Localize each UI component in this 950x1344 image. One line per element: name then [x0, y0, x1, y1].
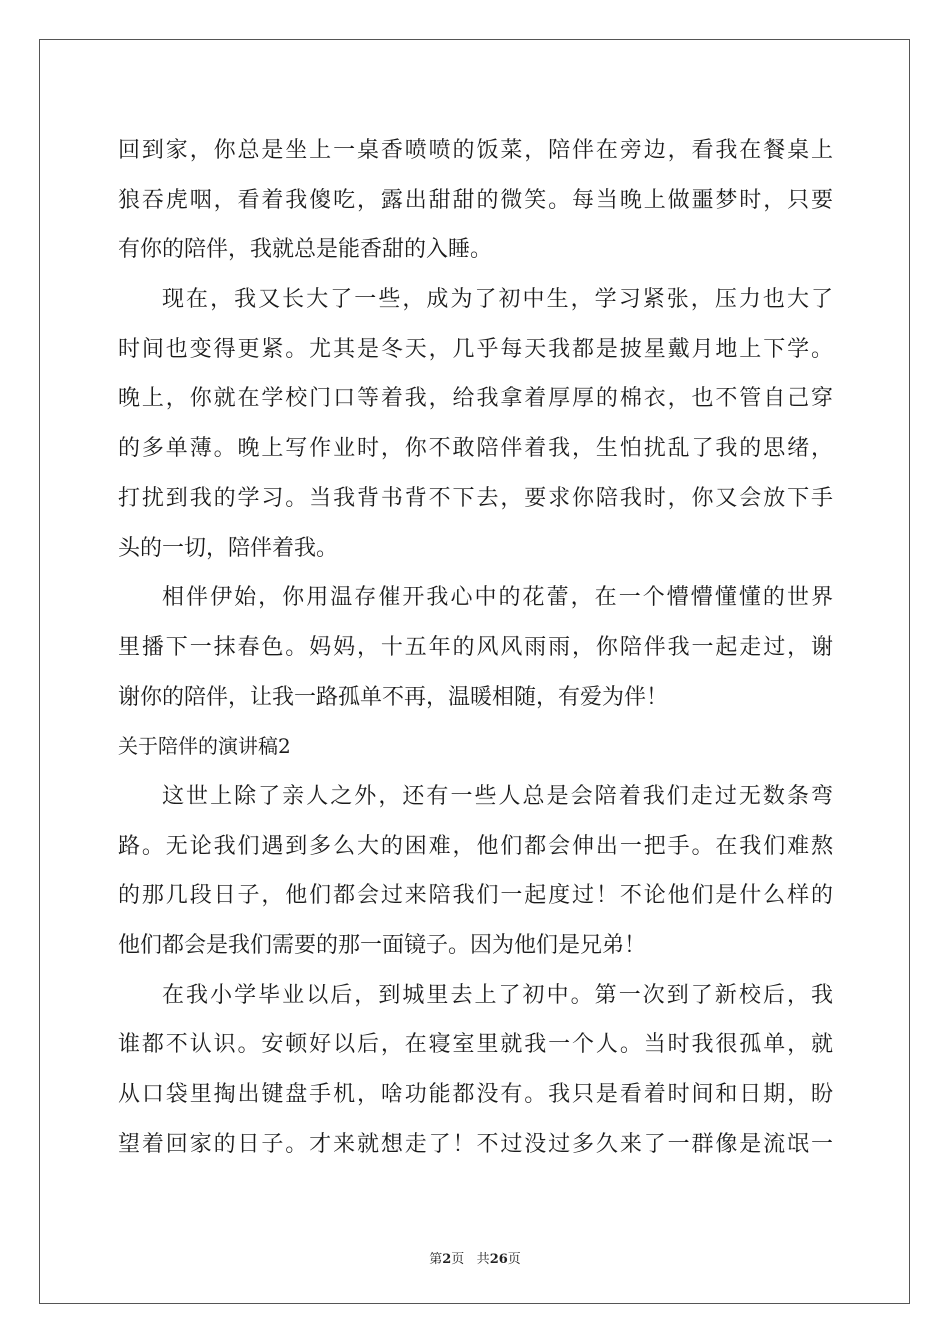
text-line: 望着回家的日子。才来就想走了！不过没过多久来了一群像是流氓一 [118, 1131, 833, 1157]
text-line: 从口袋里掏出键盘手机，啥功能都没有。我只是看着时间和日期，盼 [118, 1082, 833, 1108]
text-line: 狼吞虎咽，看着我傻吃，露出甜甜的微笑。每当晚上做噩梦时，只要 [118, 187, 833, 213]
document-body [118, 126, 833, 1169]
page-number: 2 [442, 1252, 452, 1267]
text-line: 相伴伊始，你用温存催开我心中的花蕾，在一个懵懵懂懂的世界 [162, 585, 833, 611]
text-line: 他们都会是我们需要的那一面镜子。因为他们是兄弟！ [118, 933, 647, 958]
total-suffix: 页 [507, 1252, 521, 1267]
section-heading: 关于陪伴的演讲稿2 [118, 734, 291, 759]
page-footer [0, 1248, 950, 1267]
page-prefix: 第 [429, 1252, 443, 1267]
text-line: 回到家，你总是坐上一桌香喷喷的饭菜，陪伴在旁边，看我在餐桌上 [118, 138, 833, 163]
text-line: 的多单薄。晚上写作业时，你不敢陪伴着我，生怕扰乱了我的思绪， [118, 436, 833, 462]
text-line: 的那几段日子，他们都会过来陪我们一起度过！不论他们是什么样的 [118, 883, 833, 909]
text-line: 打扰到我的学习。当我背书背不下去，要求你陪我时，你又会放下手 [118, 485, 833, 511]
text-line: 谁都不认识。安顿好以后，在寝室里就我一个人。当时我很孤单，就 [118, 1032, 833, 1058]
text-line: 晚上，你就在学校门口等着我，给我拿着厚厚的棉衣，也不管自己穿 [118, 386, 833, 412]
total-pages: 26 [489, 1252, 508, 1267]
page-suffix: 页 [451, 1252, 465, 1267]
text-line: 头的一切，陪伴着我。 [118, 535, 339, 561]
text-line: 路。无论我们遇到多么大的困难，他们都会伸出一把手。在我们难熬 [118, 833, 833, 859]
text-line: 有你的陪伴，我就总是能香甜的入睡。 [118, 237, 493, 263]
text-line: 时间也变得更紧。尤其是冬天，几乎每天我都是披星戴月地上下学。 [118, 336, 833, 362]
text-line: 现在，我又长大了一些，成为了初中生，学习紧张，压力也大了 [162, 287, 833, 313]
text-line: 谢你的陪伴，让我一路孤单不再，温暖相随，有爱为伴！ [118, 684, 669, 710]
text-line: 这世上除了亲人之外，还有一些人总是会陪着我们走过无数条弯 [162, 783, 833, 809]
total-prefix: 共 [476, 1252, 490, 1267]
text-line: 在我小学毕业以后，到城里去上了初中。第一次到了新校后，我 [162, 982, 833, 1008]
text-line: 里播下一抹春色。妈妈，十五年的风风雨雨，你陪伴我一起走过，谢 [118, 634, 833, 660]
